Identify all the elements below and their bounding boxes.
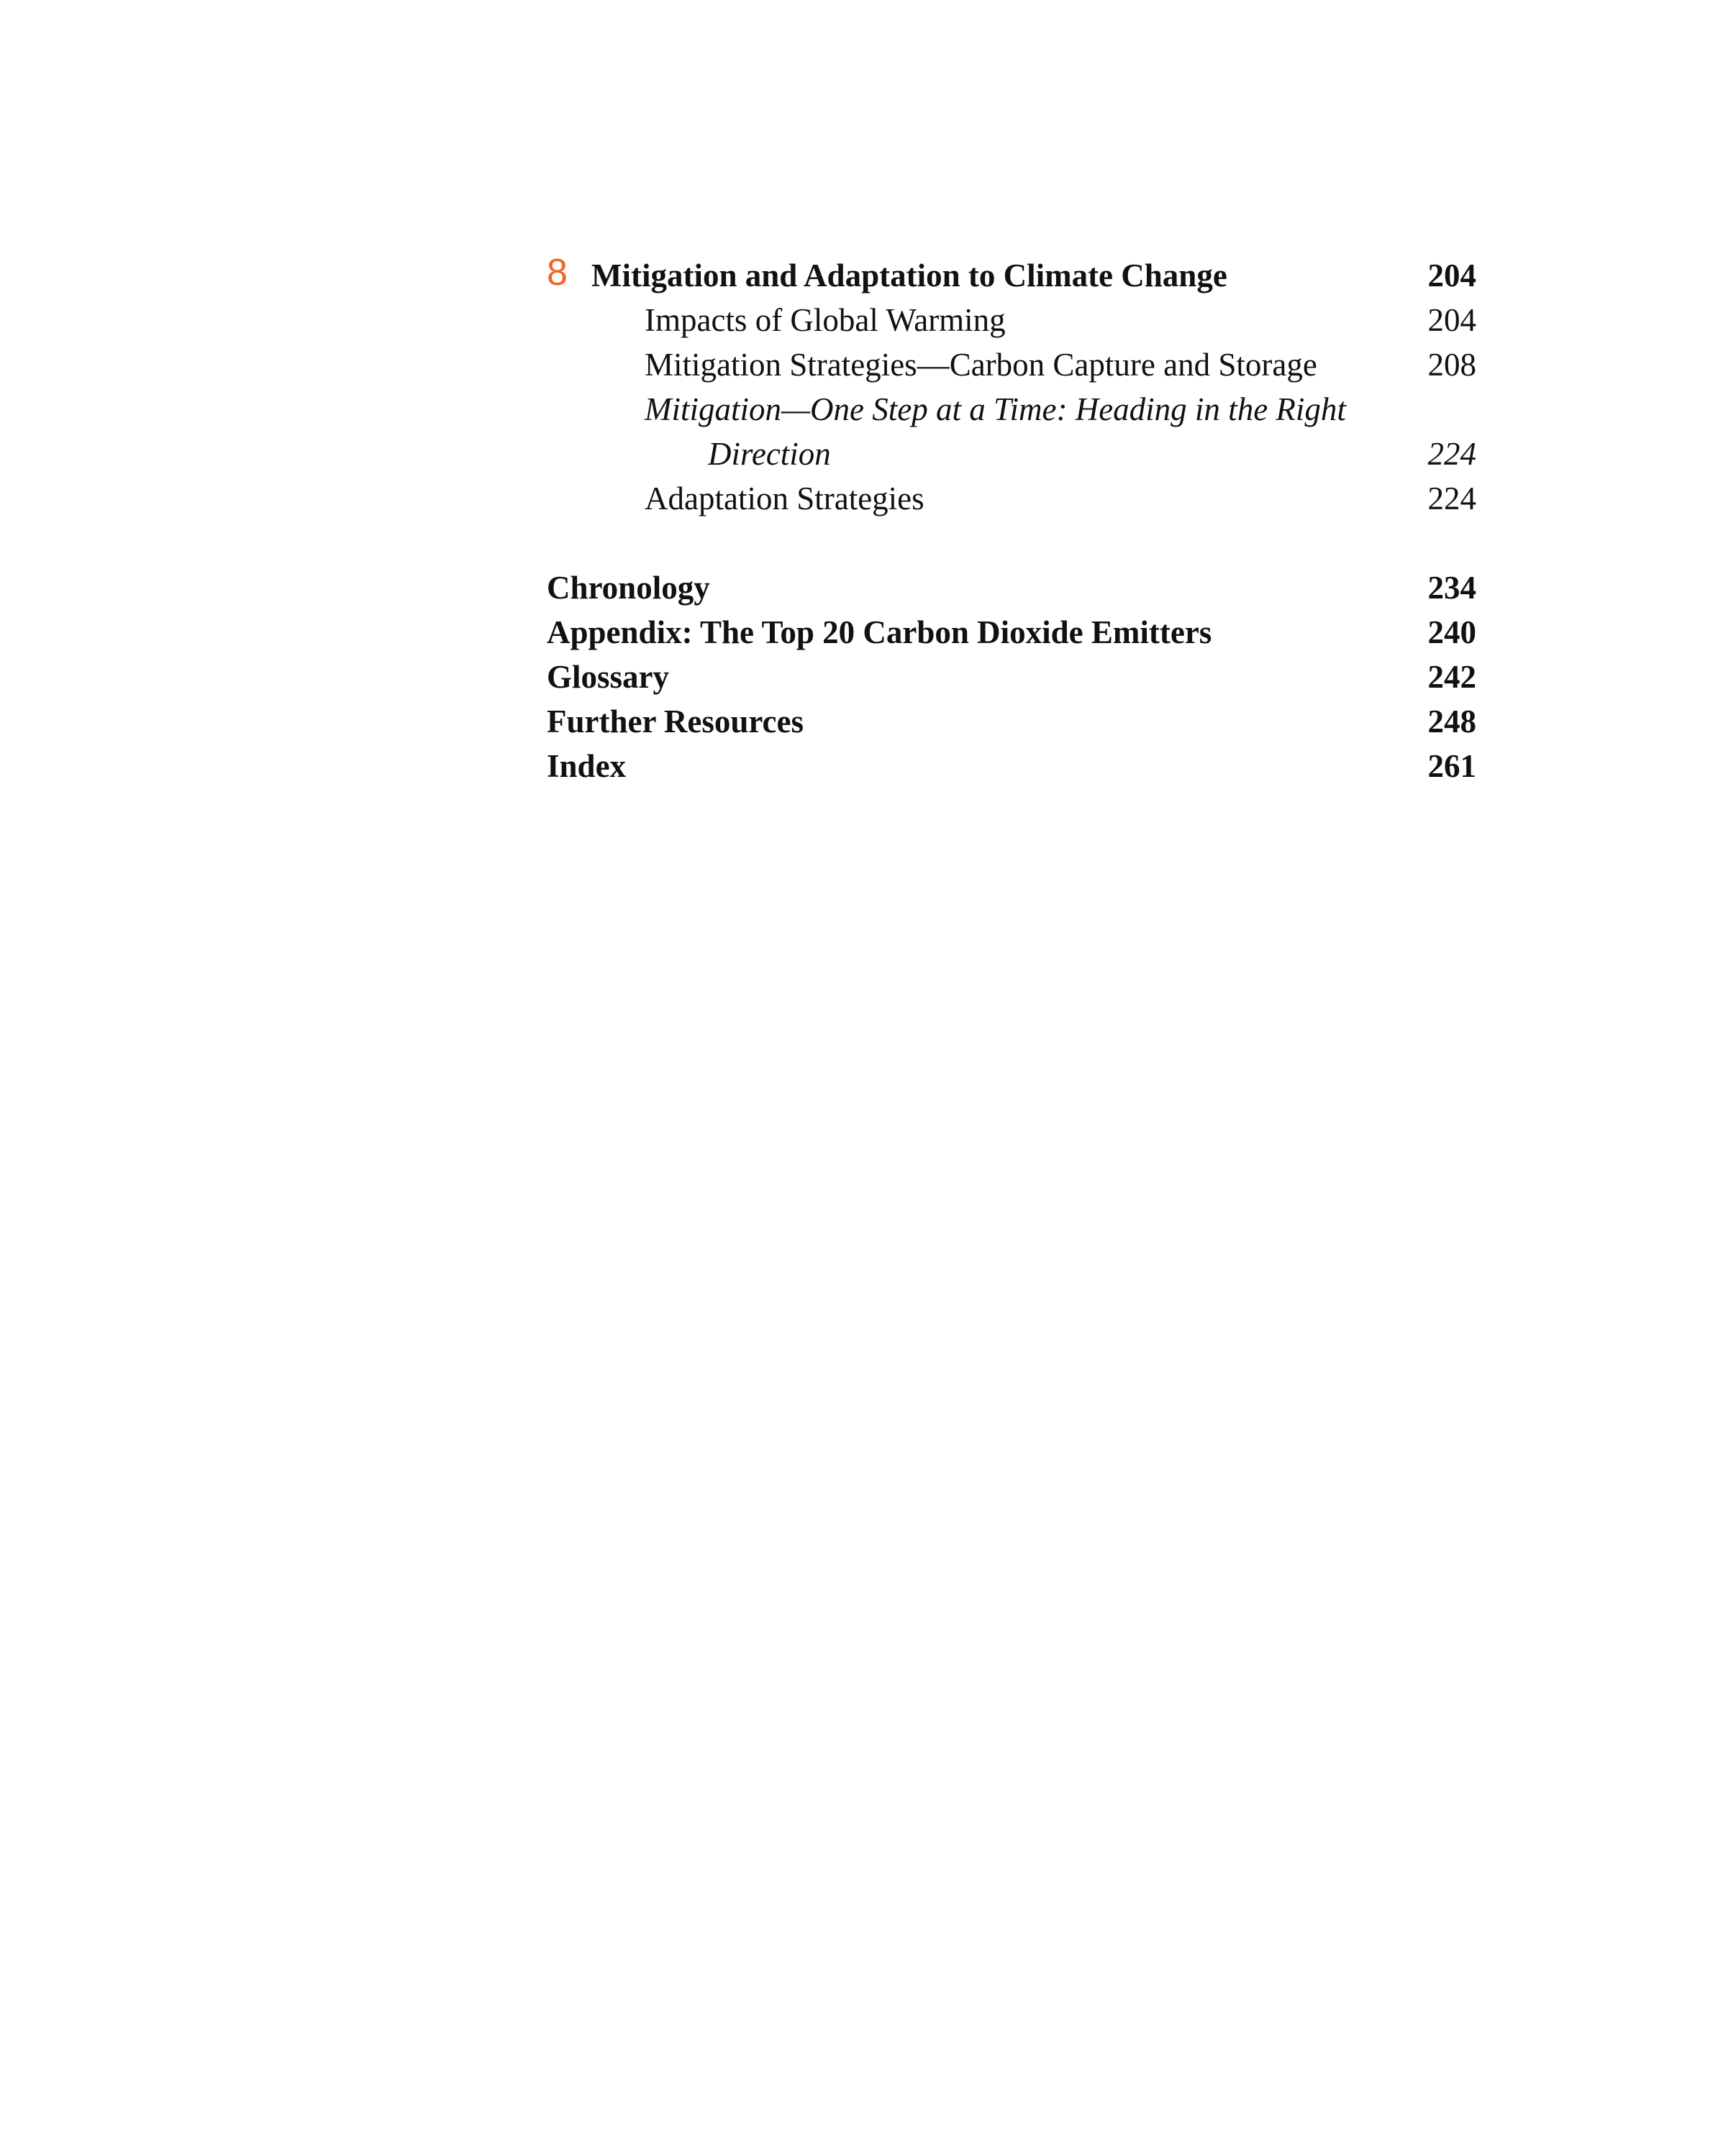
feature-title-line1: Mitigation—One Step at a Time: Heading in the Right — [645, 391, 1346, 427]
toc-glossary[interactable] — [547, 655, 1476, 699]
entry-page: 248 — [1427, 704, 1476, 739]
toc-feature-line2[interactable] — [547, 432, 1476, 476]
chapter-page: 204 — [1427, 258, 1476, 293]
entry-title: Further Resources — [547, 704, 804, 739]
entry-title: Impacts of Global Warming — [645, 302, 1006, 338]
toc-entry-mitigation-strategies[interactable] — [547, 342, 1476, 387]
entry-page: 240 — [1427, 614, 1476, 650]
entry-title: Appendix: The Top 20 Carbon Dioxide Emitters — [547, 614, 1212, 650]
toc-index[interactable] — [547, 744, 1476, 788]
chapter-number: 8 — [547, 252, 568, 293]
toc-entry-impacts[interactable] — [547, 298, 1476, 342]
feature-page: 224 — [1427, 436, 1476, 472]
table-of-contents — [547, 253, 1476, 788]
toc-feature-line1[interactable] — [547, 387, 1476, 432]
toc-chronology[interactable] — [547, 565, 1476, 610]
toc-further-resources[interactable] — [547, 699, 1476, 744]
entry-page: 208 — [1427, 347, 1476, 383]
entry-page: 224 — [1427, 481, 1476, 516]
entry-page: 204 — [1427, 302, 1476, 338]
entry-page: 261 — [1427, 748, 1476, 784]
toc-entry-adaptation[interactable] — [547, 476, 1476, 521]
toc-chapter-8[interactable] — [547, 253, 1476, 298]
entry-page: 242 — [1427, 659, 1476, 695]
toc-appendix[interactable] — [547, 610, 1476, 655]
entry-title: Glossary — [547, 659, 670, 695]
entry-title: Adaptation Strategies — [645, 481, 924, 516]
entry-title: Chronology — [547, 570, 710, 606]
section-spacer — [547, 521, 1476, 565]
entry-title: Mitigation Strategies—Carbon Capture and Storage — [645, 347, 1317, 383]
entry-page: 234 — [1427, 570, 1476, 606]
feature-title-line2: Direction — [708, 436, 831, 472]
chapter-title: Mitigation and Adaptation to Climate Change — [591, 258, 1227, 293]
entry-title: Index — [547, 748, 627, 784]
